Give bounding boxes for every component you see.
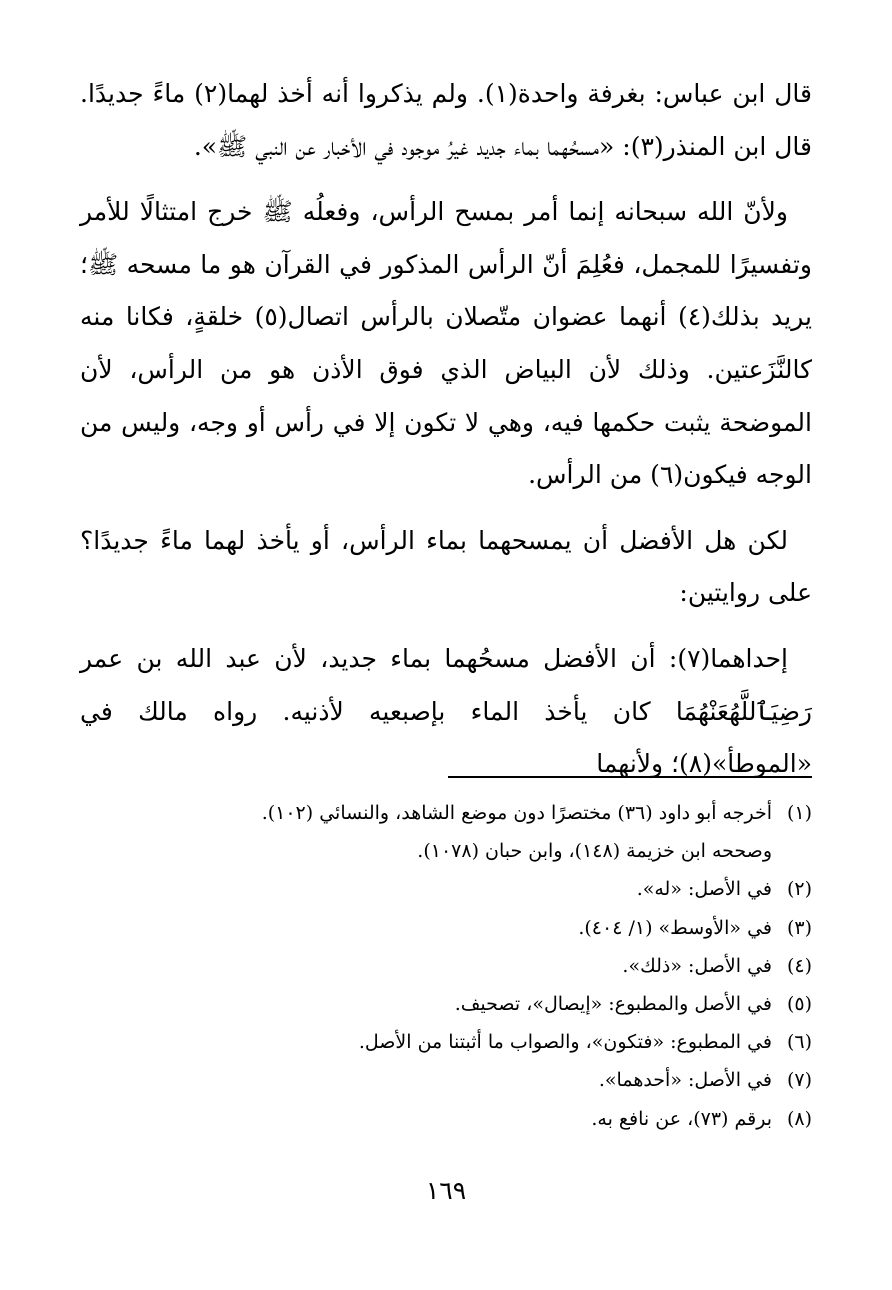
- footnote-text: في «الأوسط» (١/ ٤٠٤).: [578, 916, 772, 939]
- paragraph-3: لكن هل الأفضل أن يمسحهما بماء الرأس، أو يأخذ لهما ماءً جديدًا؟ على روايتين:: [80, 525, 812, 608]
- footnote-7: [80, 1061, 812, 1099]
- footnote-1-continuation: وصححه ابن خزيمة (١٤٨)، وابن حبان (١٠٧٨).: [417, 840, 772, 863]
- footnote-number: (٣): [786, 916, 812, 939]
- footnote-8: [80, 1100, 812, 1138]
- footnote-number: (١): [786, 802, 812, 824]
- footnote-text: في الأصل: «أحدهما».: [598, 1069, 772, 1092]
- footnote-1: [80, 794, 812, 832]
- footnote-text: في الأصل والمطبوع: «إيصال»، تصحيف.: [454, 993, 772, 1016]
- main-text: [80, 68, 812, 804]
- footnote-6: [80, 1023, 812, 1061]
- page-number: ١٦٩: [425, 1176, 467, 1205]
- footnote-text: أخرجه أبو داود (٣٦) مختصرًا دون موضع الشاهد، والنسائي (١٠٢).: [261, 802, 772, 824]
- paragraph-1: قال ابن عباس: بغرفة واحدة(١). ولم يذكروا أنه أخذ لهما(٢) ماءً جديدًا. قال ابن المنذر(٣): «مسحُهما بماء جديد غيرُ موجود في الأخبار عن النبي ﷺ».: [80, 79, 812, 161]
- footnote-number: (٨): [786, 1107, 812, 1130]
- footnote-number: (٦): [786, 1031, 812, 1054]
- footnote-divider: [448, 776, 812, 778]
- footnote-text: برقم (٧٣)، عن نافع به.: [591, 1107, 772, 1130]
- footnote-number: (٤): [786, 954, 812, 977]
- footnote-text: في الأصل: «له».: [636, 878, 772, 901]
- footnote-number: (٥): [786, 993, 812, 1016]
- footnote-text: في المطبوع: «فتكون»، والصواب ما أثبتنا من الأصل.: [358, 1031, 772, 1054]
- footnote-text: في الأصل: «ذلك».: [622, 954, 772, 977]
- footnote-4: [80, 947, 812, 985]
- paragraph-2: ولأنّ الله سبحانه إنما أمر بمسح الرأس، وفعلُه ﷺ خرج امتثالًا للأمر وتفسيرًا للمجمل، فعُلِمَ أنّ الرأس المذكور في القرآن هو ما مسحه ﷺ؛ يريد بذلك(٤) أنهما عضوان متّصلان بالرأس اتصال(٥) خلقةٍ، فكانا منه كالنَّزَعتين. وذلك لأن البياض الذي فوق الأذن هو من الرأس، لأن الموضحة يثبت حكمها فيه، وهي لا تكون إلا في رأس أو وجه، وليس من الوجه فيكون(٦) من الرأس.: [80, 197, 812, 490]
- footnote-2: [80, 870, 812, 908]
- footnote-5: [80, 985, 812, 1023]
- footnote-3: [80, 909, 812, 947]
- paragraph-4: إحداهما(٧): أن الأفضل مسحُهما بماء جديد، لأن عبد الله بن عمر رَضِيَٱللَّهُعَنْهُمَا كان يأخذ الماء بإصبعيه لأذنيه. رواه مالك في «الموطأ»(٨)؛ ولأنهما: [80, 643, 812, 779]
- footnotes: [80, 794, 812, 1138]
- footnote-number: (٧): [786, 1069, 812, 1092]
- footnote-number: (٢): [786, 878, 812, 901]
